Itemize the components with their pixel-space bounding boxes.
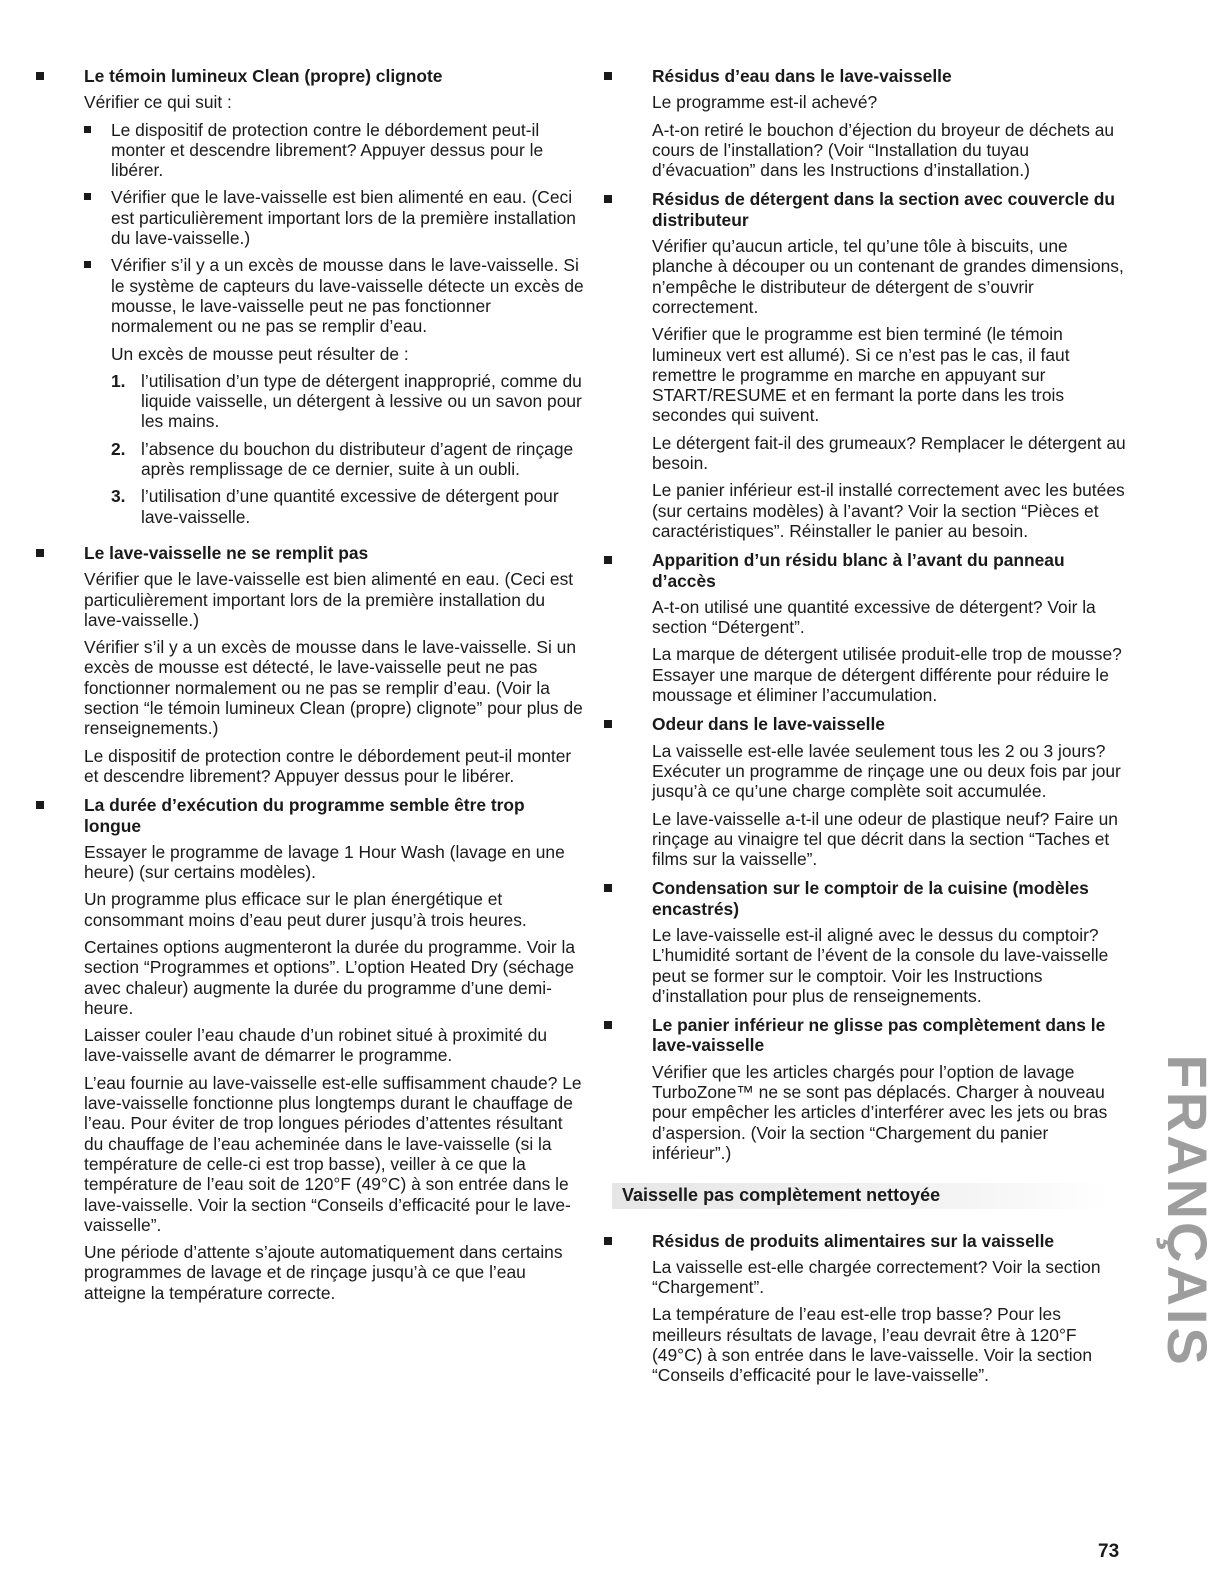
bullet-icon [604, 720, 612, 728]
section-not-filling [36, 543, 584, 786]
check-item-text: Vérifier que le lave-vaisselle est bien alimenté en eau. (Ceci est particulièrement important lors de la première installation du lave-vaisselle.) [111, 187, 576, 249]
paragraph: La température de l’eau est-elle trop basse? Pour les meilleurs résultats de lavage, l’eau devrait être à 120°F (49°C) à son entrée dans le lave-vaisselle. Voir la section “Conseils d’efficacité pour le lave-vaisselle”. [652, 1304, 1093, 1386]
check-item-text: Le dispositif de protection contre le débordement peut-il monter et descendre librement? Appuyer dessus pour le libérer. [111, 119, 544, 181]
paragraph: Vérifier s’il y a un excès de mousse dans le lave-vaisselle. Si un excès de mousse est détecté, le lave-vaisselle peut ne pas fonctionner normalement ou ne pas se remplir d’eau. (Voir la section “le témoin lumineux Clean (propre) clignote” pour plus de renseignements.) [84, 637, 583, 739]
cause-text: l’absence du bouchon du distributeur d’agent de rinçage après remplissage de ce dernier, suite à un oubli. [141, 438, 574, 480]
section-heading: Le lave-vaisselle ne se remplit pas [84, 542, 369, 563]
language-side-tab [1148, 1054, 1225, 1368]
section-heading: Le panier inférieur ne glisse pas complètement dans le lave-vaisselle [652, 1015, 1106, 1056]
section-water-residue [604, 66, 1128, 180]
paragraph: Un programme plus efficace sur le plan énergétique et consommant moins d’eau peut durer jusqu’à trois heures. [84, 889, 527, 930]
language-tab-label: FRANÇAIS [1156, 1054, 1220, 1368]
section-lower-rack [604, 1015, 1128, 1163]
cause-number: 1. [111, 370, 126, 391]
paragraph: Certaines options augmenteront la durée du programme. Voir la section “Programmes et options”. L’option Heated Dry (séchage avec chaleur) augmente la durée du programme d’une demi-heure. [84, 936, 576, 1018]
paragraph: Le panier inférieur est-il installé correctement avec les butées (sur certains modèles) à l’avant? Voir la section “Pièces et caractéristiques”. Réinstaller le panier au besoin. [652, 480, 1125, 541]
section-food-residue [604, 1231, 1128, 1386]
bullet-icon [84, 126, 91, 133]
paragraph: La vaisselle est-elle lavée seulement tous les 2 ou 3 jours? Exécuter un programme de rinçage une ou deux fois par jour jusqu’à ce qu’une charge complète soit accumulée. [652, 740, 1121, 802]
check-item [84, 187, 584, 248]
check-item-text: Vérifier s’il y a un excès de mousse dans le lave-vaisselle. Si le système de capteurs du lave-vaisselle détecte un excès de mousse, le lave-vaisselle peut ne pas fonctionner normalement ou ne pas se remplir d’eau. [111, 255, 584, 337]
paragraph: Le lave-vaisselle a-t-il une odeur de plastique neuf? Faire un rinçage au vinaigre tel que décrit dans la section “Taches et films sur la vaisselle”. [652, 808, 1118, 870]
paragraph: Le dispositif de protection contre le débordement peut-il monter et descendre librement? Appuyer dessus pour le libérer. [84, 745, 572, 786]
section-heading: Condensation sur le comptoir de la cuisine (modèles encastrés) [652, 878, 1089, 919]
section-heading: Apparition d’un résidu blanc à l’avant du panneau d’accès [652, 550, 1065, 591]
cause-item [111, 371, 584, 432]
section-heading: Résidus de détergent dans la section avec couvercle du distributeur [652, 189, 1115, 230]
category-heading: Vaisselle pas complètement nettoyée [612, 1183, 1110, 1208]
intro-text: Vérifier ce qui suit : [84, 92, 232, 113]
paragraph: L’eau fournie au lave-vaisselle est-elle suffisamment chaude? Le lave-vaisselle fonctionne plus longtemps durant le chauffage de l’eau. Pour éviter de trop longues périodes d’attentes résultant du chauffage de l’eau acheminée dans le lave-vaisselle (si la température de celle-ci est trop basse), veiller à ce que la température de l’eau soit de 120°F (49°C) à son entrée dans le lave-vaisselle. Voir la section “Conseils d’efficacité pour le lave-vaisselle”. [84, 1072, 582, 1235]
right-column [604, 66, 1128, 1395]
bullet-icon [84, 261, 91, 268]
paragraph: La vaisselle est-elle chargée correctement? Voir la section “Chargement”. [652, 1256, 1101, 1298]
paragraph: Le lave-vaisselle est-il aligné avec le dessus du comptoir? L’humidité sortant de l’évent de la console du lave-vaisselle peut se former sur le comptoir. Voir les Instructions d’installation pour plus de renseignements. [652, 924, 1109, 1006]
bullet-icon [604, 195, 612, 203]
bullet-icon [604, 1021, 612, 1029]
bullet-icon [604, 884, 612, 892]
section-cycle-too-long [36, 795, 584, 1303]
cause-number: 2. [111, 438, 126, 459]
bullet-icon [604, 72, 612, 80]
cause-item [111, 486, 584, 527]
paragraph: A-t-on retiré le bouchon d’éjection du broyeur de déchets au cours de l’installation? (Voir “Installation du tuyau d’évacuation” dans les Instructions d’installation.) [652, 119, 1115, 181]
bullet-icon [604, 556, 612, 564]
section-white-residue [604, 550, 1128, 705]
paragraph: A-t-on utilisé une quantité excessive de détergent? Voir la section “Détergent”. [652, 596, 1096, 638]
section-heading: Odeur dans le lave-vaisselle [652, 714, 885, 735]
paragraph: Le programme est-il achevé? [652, 92, 878, 113]
section-condensation [604, 878, 1128, 1006]
section-clean-light-flashing [36, 66, 584, 527]
bullet-icon [36, 72, 44, 80]
cause-text: l’utilisation d’une quantité excessive de détergent pour lave-vaisselle. [141, 486, 559, 527]
section-odor [604, 714, 1128, 869]
left-column [36, 66, 584, 1312]
section-heading: La durée d’exécution du programme semble être trop longue [84, 795, 525, 836]
section-heading: Résidus d’eau dans le lave-vaisselle [652, 66, 952, 86]
paragraph: Le détergent fait-il des grumeaux? Remplacer le détergent au besoin. [652, 432, 1126, 474]
bullet-icon [84, 193, 91, 200]
paragraph: Vérifier que le lave-vaisselle est bien alimenté en eau. (Ceci est particulièrement important lors de la première installation du lave-vaisselle.) [84, 569, 574, 630]
paragraph: Essayer le programme de lavage 1 Hour Wash (lavage en une heure) (sur certains modèles). [84, 841, 565, 883]
bullet-icon [36, 549, 44, 557]
paragraph: La marque de détergent utilisée produit-elle trop de mousse? Essayer une marque de détergent différente pour réduire le moussage et éliminer l’accumulation. [652, 644, 1122, 706]
cause-number: 3. [111, 486, 126, 507]
bullet-icon [604, 1237, 612, 1245]
section-heading: Résidus de produits alimentaires sur la vaisselle [652, 1230, 1055, 1251]
cause-item [111, 439, 584, 480]
paragraph: Vérifier que le programme est bien terminé (le témoin lumineux vert est allumé). Si ce n’est pas le cas, il faut remettre le programme en marche en appuyant sur START/RESUME et en fermant la porte dans les trois secondes qui suivent. [652, 324, 1070, 426]
check-item [84, 120, 584, 181]
cause-intro: Un excès de mousse peut résulter de : [111, 343, 409, 364]
section-detergent-residue [604, 189, 1128, 541]
check-item [84, 255, 584, 336]
page-number: 73 [1098, 1541, 1120, 1562]
bullet-icon [36, 801, 44, 809]
cause-text: l’utilisation d’un type de détergent inapproprié, comme du liquide vaisselle, un détergent à lessive ou un savon pour les mains. [141, 370, 582, 432]
paragraph: Vérifier que les articles chargés pour l’option de lavage TurboZone™ ne se sont pas déplacés. Charger à nouveau pour empêcher les articles d’interférer avec les jets ou bras d’aspersion. (Voir la section “Chargement du panier inférieur”.) [652, 1061, 1108, 1163]
paragraph: Une période d’attente s’ajoute automatiquement dans certains programmes de lavage et de rinçage jusqu’à ce que l’eau atteigne la température correcte. [84, 1242, 563, 1303]
paragraph: Laisser couler l’eau chaude d’un robinet situé à proximité du lave-vaisselle avant de démarrer le programme. [84, 1025, 548, 1066]
section-heading: Le témoin lumineux Clean (propre) clignote [84, 66, 443, 86]
paragraph: Vérifier qu’aucun article, tel qu’une tôle à biscuits, une planche à découper ou un contenant de grandes dimensions, n’empêche le distributeur de détergent de s’ouvrir correctement. [652, 236, 1124, 317]
